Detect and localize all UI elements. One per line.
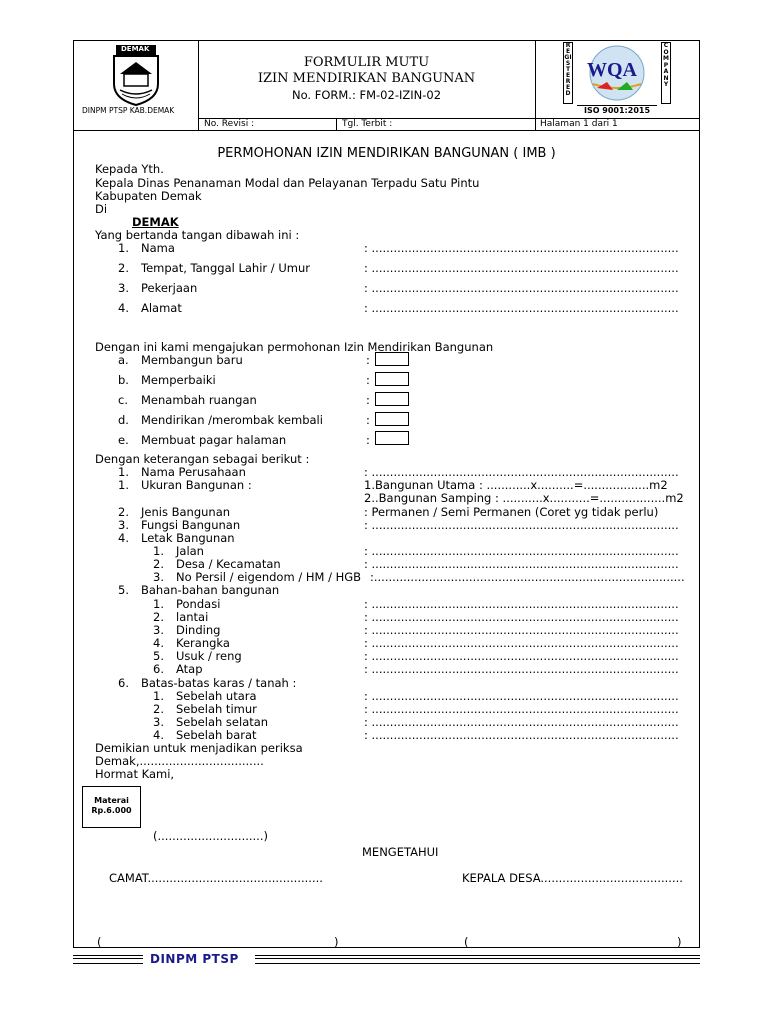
identity-field-birth[interactable]: : .................................................................................... [364,261,679,275]
checkbox-fence[interactable] [375,431,409,445]
wqa-logo-text: WQA [587,59,637,81]
detail-field-side-building[interactable]: 2..Bangunan Samping : ...........x...........=..................m2 [364,491,684,505]
header-rev-line [198,118,700,119]
applicant-signature[interactable]: (.............................) [153,829,268,843]
addressee-city: DEMAK [132,215,179,229]
form-title-1: FORMULIR MUTU [303,55,430,70]
addressee-head: Kepala Dinas Penanaman Modal dan Pelayanan Terpadu Satu Pintu [95,176,480,190]
closing-text: Demikian untuk menjadikan periksa [95,741,303,755]
company-label: COMPANY [661,42,671,104]
detail-label-materials: Bahan-bahan bangunan [141,583,280,597]
option-colon: : [366,353,370,367]
request-intro: Dengan ini kami mengajukan permohonan Izin Mendirikan Bangunan [95,340,494,354]
option-colon: : [366,393,370,407]
boundary-num: 3. [153,715,164,729]
identity-label-name: Nama [141,241,175,255]
detail-label-company: Nama Perusahaan [141,465,246,479]
regards-text: Hormat Kami, [95,767,175,781]
detail-label-size: Ukuran Bangunan : [141,478,252,492]
sub-district-head-field[interactable]: CAMAT................................................ [109,871,323,885]
material-field-frame[interactable]: : .................................................................................... [364,636,679,650]
detail-num: 4. [118,531,129,545]
option-num: e. [118,433,129,447]
material-label-rafter: Usuk / reng [176,649,242,663]
detail-num: 1. [118,465,129,479]
header-bottom-line [73,130,700,131]
option-label-add-room: Menambah ruangan [141,393,257,407]
boundary-num: 2. [153,702,164,716]
sign-paren-open-right: ( [464,935,469,949]
material-field-roof[interactable]: : .................................................................................... [364,662,679,676]
stamp-duty-label: Materai [94,796,129,805]
detail-num: 5. [118,583,129,597]
detail-label-type: Jenis Bangunan [141,505,231,519]
material-label-foundation: Pondasi [176,597,221,611]
intro-text: Yang bertanda tangan dibawah ini : [95,228,300,242]
boundary-num: 1. [153,689,164,703]
option-label-fence: Membuat pagar halaman [141,433,287,447]
option-label-repair: Memperbaiki [141,373,216,387]
footer-label: DINPM PTSP [150,952,239,966]
location-label-street: Jalan [176,544,204,558]
acknowledged-label: MENGETAHUI [362,845,439,859]
identity-field-name[interactable]: : .................................................................................... [364,241,679,255]
sign-paren-close-left: ) [334,935,339,949]
issue-date-label: Tgl. Terbit : [342,119,393,129]
identity-field-address[interactable]: : .................................................................................... [364,301,679,315]
location-label-parcel: No Persil / eigendom / HM / HGB [176,570,362,584]
detail-num: 6. [118,676,129,690]
location-num: 1. [153,544,164,558]
addressee-di: Di [95,202,108,216]
header-divider-right [535,40,536,130]
option-num: a. [118,353,129,367]
location-field-village[interactable]: : .................................................................................... [364,557,679,571]
option-num: b. [118,373,129,387]
identity-field-job[interactable]: : .................................................................................... [364,281,679,295]
material-field-foundation[interactable]: : .................................................................................... [364,597,679,611]
location-field-parcel[interactable]: :..................................................................................... [370,570,685,584]
option-label-new: Membangun baru [141,353,243,367]
option-num: c. [118,393,128,407]
detail-label-boundaries: Batas-batas karas / tanah : [141,676,297,690]
certification-badge [563,42,671,116]
identity-label-birth: Tempat, Tanggal Lahir / Umur [141,261,310,275]
boundary-field-south[interactable]: : .................................................................................... [364,715,679,729]
detail-num: 3. [118,518,129,532]
boundary-label-east: Sebelah timur [176,702,257,716]
material-field-floor[interactable]: : .................................................................................... [364,610,679,624]
option-num: d. [118,413,129,427]
material-label-wall: Dinding [176,623,221,637]
checkbox-rebuild[interactable] [375,412,409,426]
form-number: No. FORM.: FM-02-IZIN-02 [291,88,442,102]
location-field-street[interactable]: : .................................................................................... [364,544,679,558]
material-num: 6. [153,662,164,676]
material-field-wall[interactable]: : .................................................................................... [364,623,679,637]
page-label: Halaman 1 dari 1 [540,119,618,129]
identity-num: 2. [118,261,129,275]
identity-label-job: Pekerjaan [141,281,198,295]
addressee-district: Kabupaten Demak [95,189,202,203]
boundary-label-south: Sebelah selatan [176,715,269,729]
detail-intro: Dengan keterangan sebagai berikut : [95,452,310,466]
identity-num: 4. [118,301,129,315]
boundary-label-west: Sebelah barat [176,728,257,742]
option-colon: : [366,413,370,427]
identity-label-address: Alamat [141,301,182,315]
boundary-field-west[interactable]: : .................................................................................... [364,728,679,742]
material-field-rafter[interactable]: : .................................................................................... [364,649,679,663]
identity-num: 3. [118,281,129,295]
sign-paren-close-right: ) [677,935,682,949]
stamp-duty-amount: Rp.6.000 [91,806,132,815]
footer-rule-left [73,955,143,964]
identity-num: 1. [118,241,129,255]
material-num: 2. [153,610,164,624]
boundary-label-north: Sebelah utara [176,689,257,703]
salutation: Kepada Yth. [95,162,164,176]
material-num: 3. [153,623,164,637]
footer-rule-right [255,955,700,964]
agency-name: DINPM PTSP KAB.DEMAK [82,106,175,115]
checkbox-repair[interactable] [375,372,409,386]
material-label-frame: Kerangka [176,636,230,650]
location-label-village: Desa / Kecamatan [176,557,281,571]
boundary-num: 4. [153,728,164,742]
village-head-field[interactable]: KEPALA DESA....................................... [462,871,683,885]
demak-emblem-icon [106,44,166,106]
registered-label: REGISTERED [563,42,573,104]
checkbox-new-building[interactable] [375,352,409,366]
header-rev-divider [336,118,337,130]
boundary-field-east[interactable]: : .................................................................................... [364,702,679,716]
form-title-2: IZIN MENDIRIKAN BANGUNAN [257,71,476,86]
logo-label: DEMAK [121,45,150,53]
detail-field-main-building[interactable]: 1.Bangunan Utama : ............x..........=..................m2 [364,478,668,492]
material-num: 1. [153,597,164,611]
iso-label: ISO 9001:2015 [577,105,657,115]
option-label-rebuild: Mendirikan /merombak kembali [141,413,323,427]
detail-field-company[interactable]: : .................................................................................... [364,465,679,479]
material-label-roof: Atap [176,662,203,676]
detail-field-type[interactable]: : Permanen / Semi Permanen (Coret yg tidak perlu) [364,505,659,519]
detail-num: 1. [118,478,129,492]
option-colon: : [366,373,370,387]
boundary-field-north[interactable]: : .................................................................................... [364,689,679,703]
material-label-floor: lantai [176,610,209,624]
place-date-field[interactable]: Demak,.................................. [95,754,264,768]
sign-paren-open-left: ( [97,935,102,949]
demak-logo [106,44,166,106]
material-num: 4. [153,636,164,650]
material-num: 5. [153,649,164,663]
detail-num: 2. [118,505,129,519]
option-colon: : [366,433,370,447]
detail-label-location: Letak Bangunan [141,531,235,545]
detail-field-function[interactable]: : .................................................................................... [364,518,679,532]
location-num: 3. [153,570,164,584]
application-title: PERMOHONAN IZIN MENDIRIKAN BANGUNAN ( IMB ) [217,146,556,161]
location-num: 2. [153,557,164,571]
revision-label: No. Revisi : [204,119,255,129]
checkbox-add-room[interactable] [375,392,409,406]
detail-label-function: Fungsi Bangunan [141,518,241,532]
